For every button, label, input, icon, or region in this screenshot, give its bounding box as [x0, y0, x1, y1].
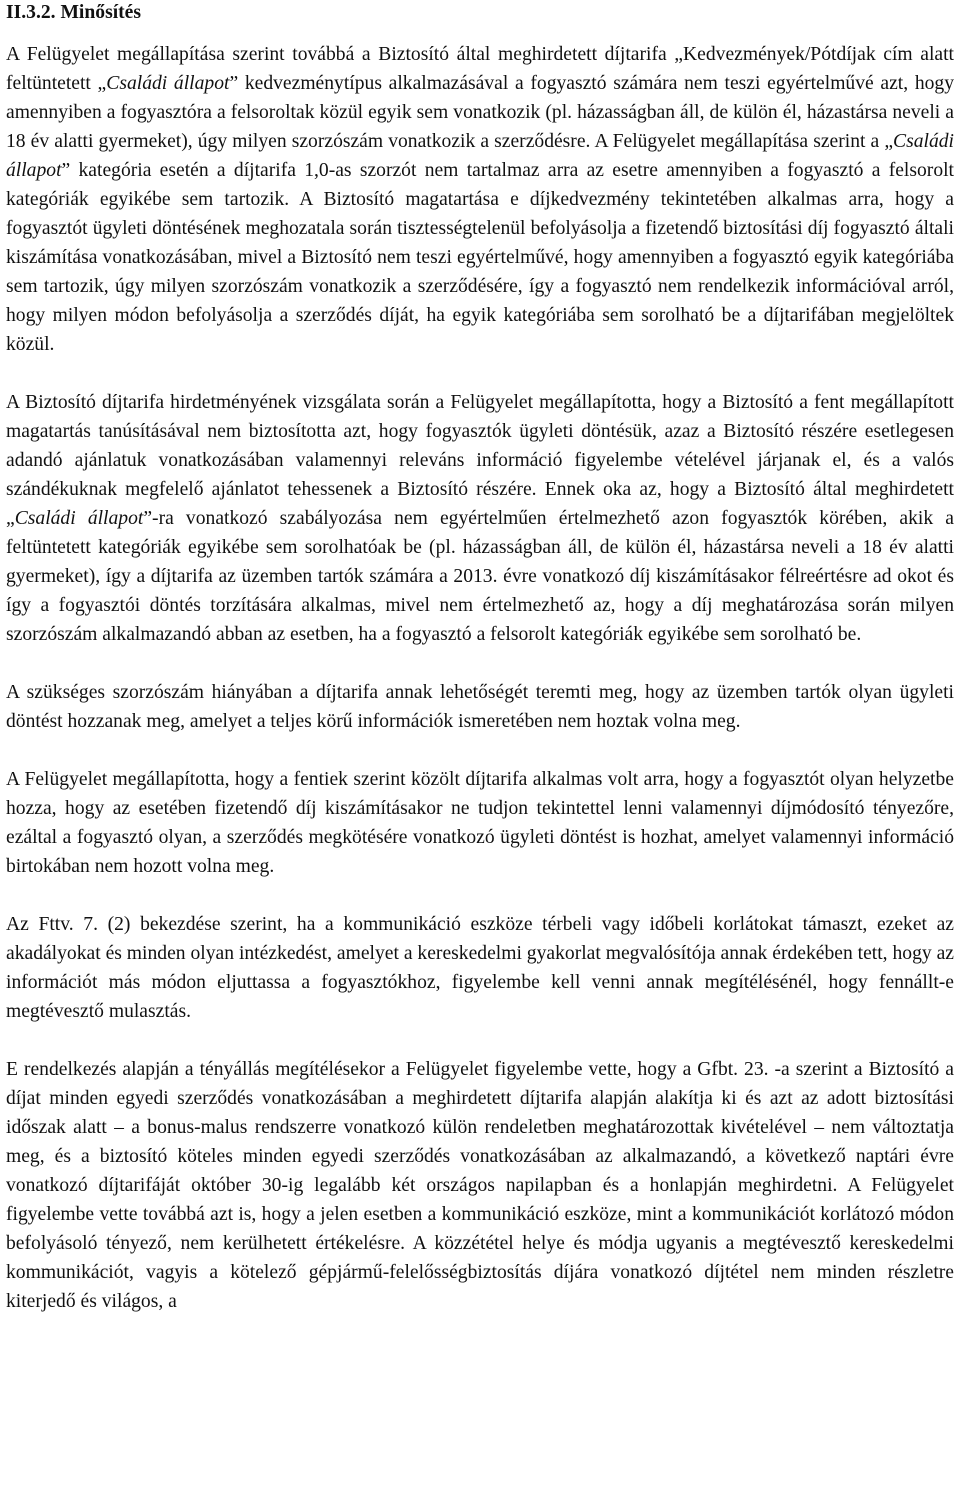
text-run: ”-ra vonatkozó szabályozása nem egyértelműen értelmezhető azon fogyasztók körében, akik a feltüntetett kategóriák egyikébe sem sorolhatóak be (pl. házasságban áll, de külön él, házastársa neveli a 18 év alatti gyermeket), így a díjtarifa az üzemben tartók számára a 2013. évre vonatkozó díj kiszámításakor félreértésre ad okot és így a fogyasztói döntés torzítására alkalmas, mivel nem értelmezhető az, hogy a díj meghatározása során milyen szorzószám alkalmazandó abban az esetben, ha a fogyasztó a felsorolt kategóriák egyikébe sem sorolható be. [6, 508, 954, 645]
document-body [6, 40, 954, 1316]
section-heading: II.3.2. Minősítés [6, 2, 141, 23]
body-paragraph [6, 678, 954, 736]
body-paragraph [6, 1055, 954, 1316]
text-run: A Felügyelet megállapítása szerint továbbá a Biztosító által meghirdetett díjtarifa „Kedvezmények/Pótdíjak cím alatt feltüntetett „ [6, 44, 954, 94]
body-paragraph [6, 388, 954, 649]
text-run: Az Fttv. 7. (2) bekezdése szerint, ha a kommunikáció eszköze térbeli vagy időbeli korlátokat támaszt, ezeket az akadályokat és minden olyan intézkedést, amelyet a kereskedelmi gyakorlat megvalósítója annak érdekében tett, hogy az információt más módon eljuttassa a fogyasztókhoz, figyelembe kell venni annak megítélésénél, hogy fennállt-e megtévesztő mulasztás. [6, 914, 954, 1022]
text-run: A Biztosító díjtarifa hirdetményének vizsgálata során a Felügyelet megállapította, hogy a Biztosító a fent megállapított magatartás tanúsításával nem biztosította azt, hogy fogyasztók ügyleti döntésük, azaz a Biztosító részére esetlegesen adandó ajánlatuk vonatkozásában valamennyi releváns információ figyelembe vételével járjanak el, és a valós szándékuknak megfelelő ajánlatot tehessenek a Biztosító részére. Ennek oka az, hogy a Biztosító által meghirdetett „ [6, 392, 954, 529]
text-run: E rendelkezés alapján a tényállás megítélésekor a Felügyelet figyelembe vette, hogy a Gfbt. 23. -a szerint a Biztosító a díjat minden egyedi szerződés vonatkozásában a meghirdetett díjtarifa alapján alakítja ki és azt az adott biztosítási időszak alatt – a bonus-malus rendszerre vonatkozó külön rendeletben meghatározottak kivételével – nem változtatja meg, és a biztosító köteles minden egyedi szerződés vonatkozásában az alkalmazandó, a következő naptári évre vonatkozó díjtarifáját október 30-ig legalább két országos napilapban és a honlapján meghirdetni. A Felügyelet figyelembe vette továbbá azt is, hogy a jelen esetben a kommunikáció eszköze, mint a kommunikációt korlátozó módon befolyásoló tényező, nem kerülhetett értékelésre. A közzététel helye és módja ugyanis a megtévesztő kereskedelmi kommunikációt, vagyis a kötelező gépjármű-felelősségbiztosítás díjára vonatkozó díjtétel nem minden részletre kiterjedő és világos, a [6, 1059, 954, 1312]
italic-term: Családi állapot [14, 508, 144, 529]
body-paragraph [6, 765, 954, 881]
italic-term: Családi állapot [6, 131, 954, 181]
text-run: ” kategória esetén a díjtarifa 1,0-as szorzót nem tartalmaz arra az esetre amennyiben a fogyasztó a felsorolt kategóriák egyikébe sem tartozik. A Biztosító magatartása e díjkedvezmény tekintetében alkalmas arra, hogy a fogyasztót ügyleti döntésének meghozatala során tisztességtelenül befolyásolja a fizetendő biztosítási díj fogyasztó általi kiszámítása vonatkozásában, mivel a Biztosító nem teszi egyértelművé, hogy amennyiben a fogyasztó egyik kategóriába sem tartozik, úgy milyen szorzószám vonatkozik a szerződésére, így a fogyasztó nem rendelkezik információval arról, hogy milyen módon befolyásolja a szerződés díját, ha egyik kategóriába sem sorolható be a díjtarifában megjelöltek közül. [6, 160, 954, 355]
italic-term: Családi állapot [106, 73, 230, 94]
text-run: A szükséges szorzószám hiányában a díjtarifa annak lehetőségét teremti meg, hogy az üzemben tartók olyan ügyleti döntést hozzanak meg, amelyet a teljes körű információk ismeretében nem hoztak volna meg. [6, 682, 954, 732]
text-run: ” kedvezménytípus alkalmazásával a fogyasztó számára nem teszi egyértelművé azt, hogy amennyiben a fogyasztóra a felsoroltak közül egyik sem vonatkozik (pl. házasságban áll, de külön él, házastársa neveli a 18 év alatti gyermeket), úgy milyen szorzószám vonatkozik a szerződésre. A Felügyelet megállapítása szerint a „ [6, 73, 955, 152]
text-run: A Felügyelet megállapította, hogy a fentiek szerint közölt díjtarifa alkalmas volt arra, hogy a fogyasztót olyan helyzetbe hozza, hogy az esetében fizetendő díj kiszámításakor ne tudjon tekintettel lenni valamennyi díjmódosító tényezőre, ezáltal a fogyasztó olyan, a szerződés megkötésére vonatkozó ügyleti döntést is hozhat, amelyet valamennyi információ birtokában nem hozott volna meg. [6, 769, 954, 877]
body-paragraph [6, 40, 954, 359]
document-page [6, 0, 954, 1316]
body-paragraph [6, 910, 954, 1026]
